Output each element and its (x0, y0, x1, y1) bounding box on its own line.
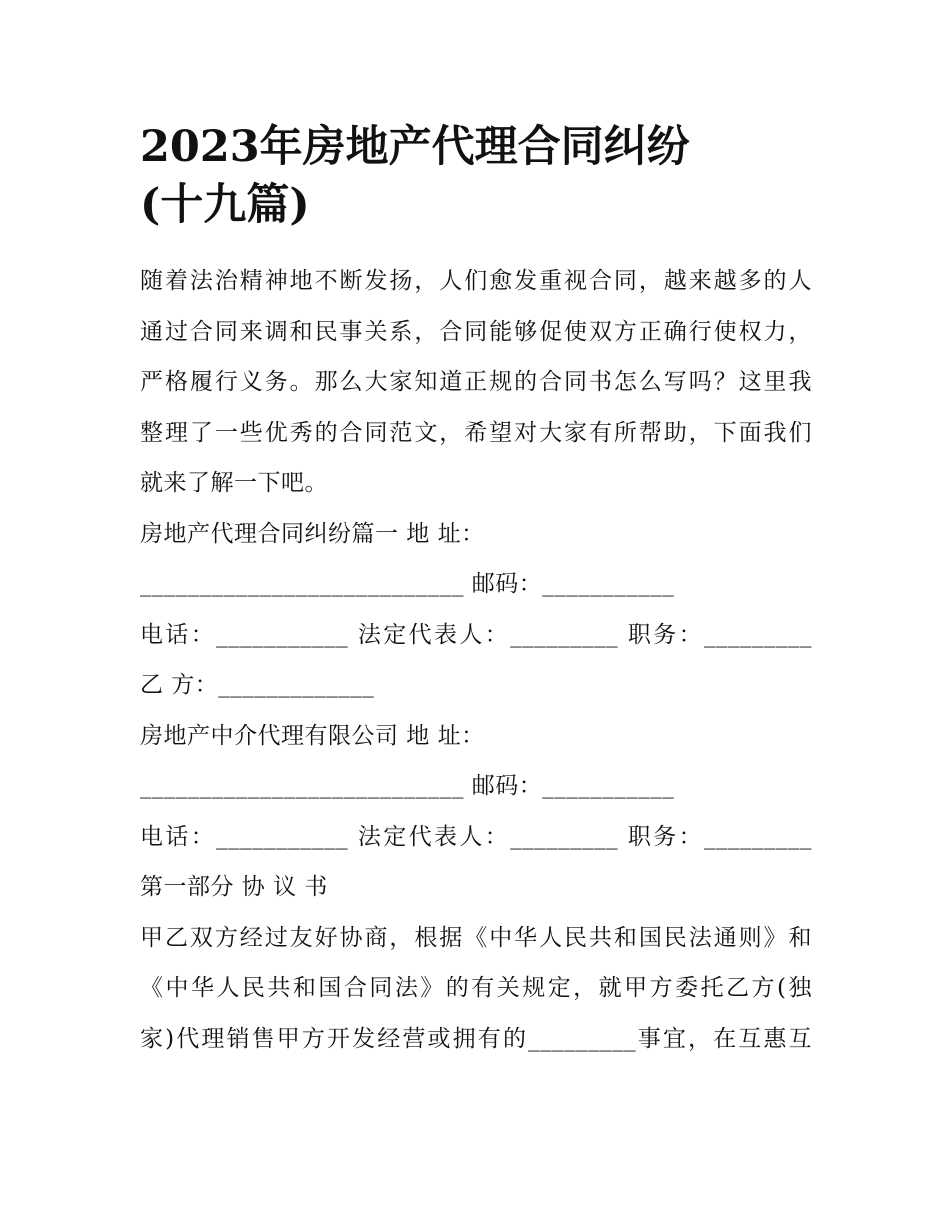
intro-line-2: 通过合同来调和民事关系，合同能够促使双方正确行使权力， (140, 318, 812, 345)
title-line-2: (十九篇) (140, 180, 310, 230)
section-heading: 第一部分 协 议 书 (140, 874, 328, 900)
title-line-1: 2023年房地产代理合同纠纷 (140, 122, 690, 172)
intro-line-1: 随着法治精神地不断发扬，人们愈发重视合同，越来越多的人 (140, 268, 812, 294)
agreement-line-3: 家)代理销售甲方开发经营或拥有的_________事宜，在互惠互 (140, 1025, 812, 1052)
party-b-phone-rep-title: 电话：___________ 法定代表人：_________ 职务：_________ (140, 823, 812, 850)
party-b-heading: 房地产中介代理有限公司 地 址： (140, 722, 485, 749)
intro-line-4: 整理了一些优秀的合同范文，希望对大家有所帮助，下面我们 (140, 419, 812, 446)
party-b-address-postcode: ___________________________ 邮码：___________ (140, 773, 675, 799)
party-a-phone-rep-title: 电话：___________ 法定代表人：_________ 职务：_________ (140, 621, 812, 648)
party-a-address-postcode: ___________________________ 邮码：___________ (140, 571, 675, 597)
document-page (140, 118, 812, 1064)
document-title (140, 118, 812, 234)
agreement-line-1: 甲乙双方经过友好协商，根据《中华人民共和国民法通则》和 (140, 924, 812, 951)
intro-line-3: 严格履行义务。那么大家知道正规的合同书怎么写吗？这里我 (140, 369, 812, 395)
intro-line-5: 就来了解一下吧。 (140, 470, 328, 496)
party-a-heading: 房地产代理合同纠纷篇一 地 址： (140, 520, 485, 547)
agreement-line-2: 《中华人民共和国合同法》的有关规定，就甲方委托乙方(独 (140, 975, 812, 1001)
party-b-label: 乙 方：_____________ (140, 672, 375, 698)
